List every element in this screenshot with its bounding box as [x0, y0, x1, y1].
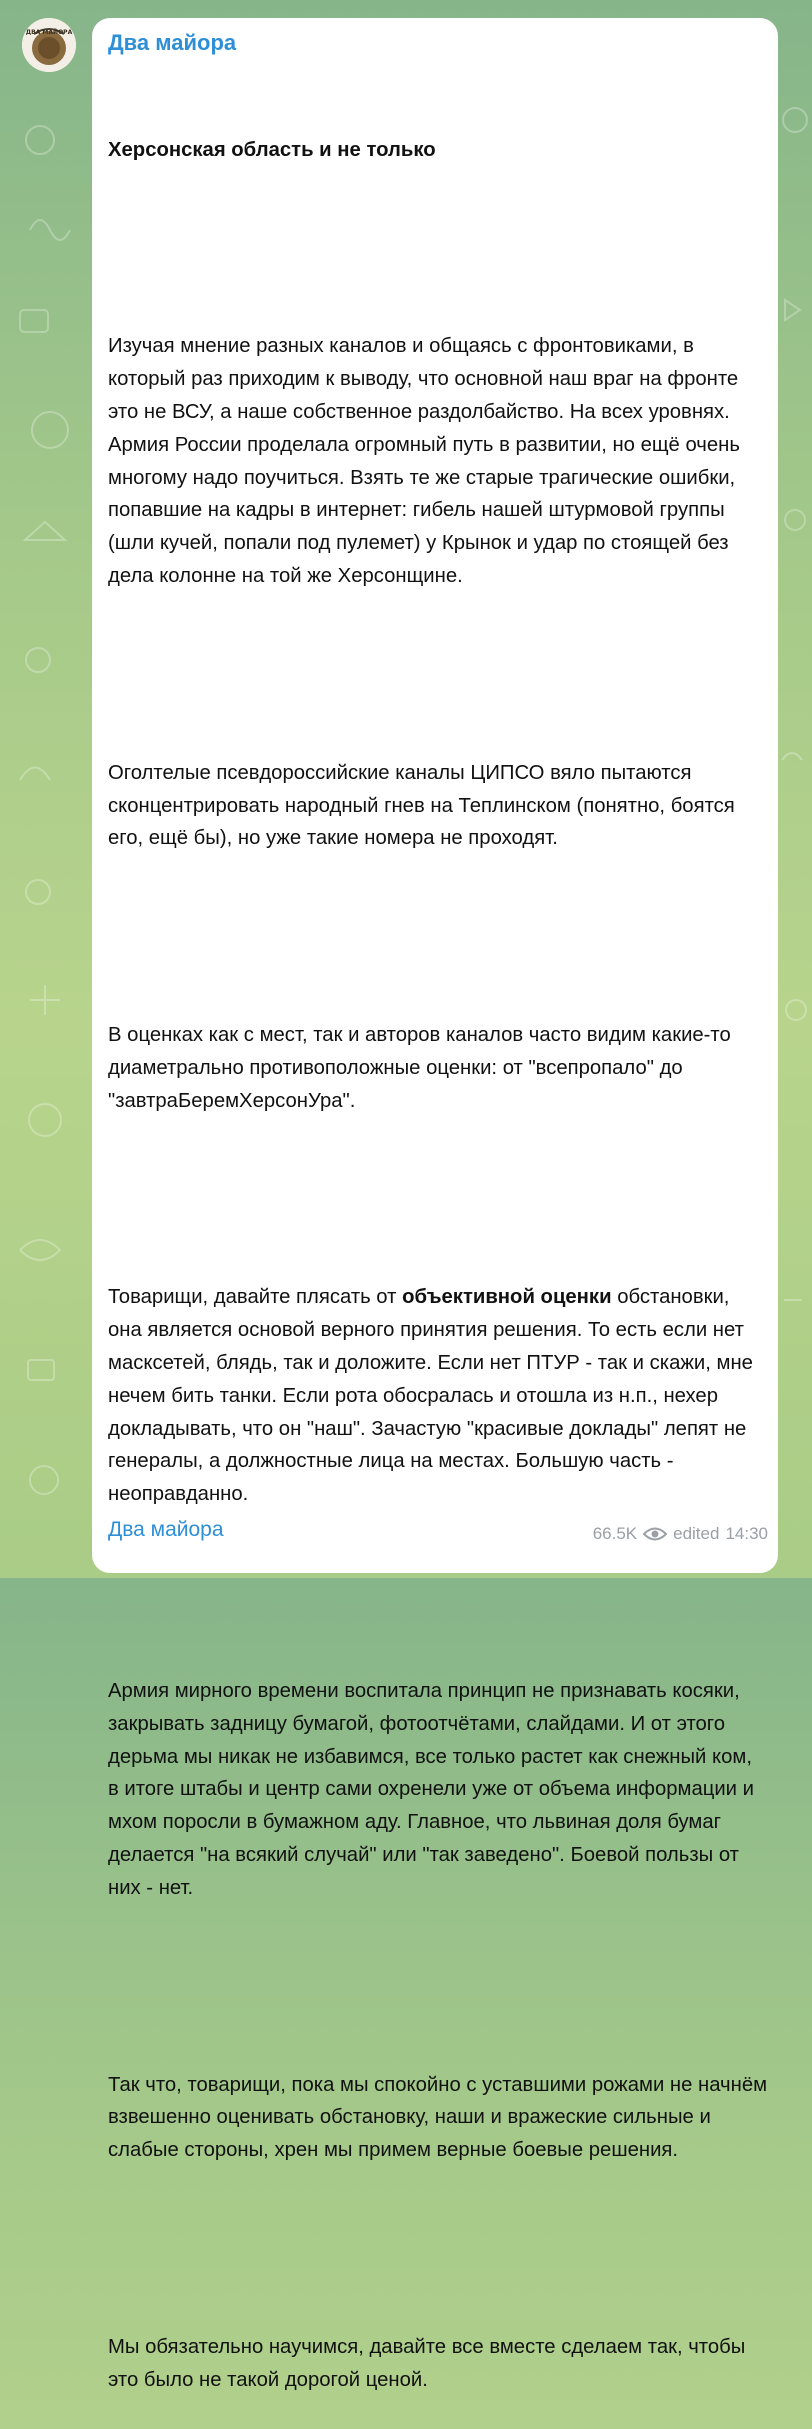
paragraph-5: Армия мирного времени воспитала принцип не признавать косяки, закрывать задницу бумагой, фотоотчётами, слайдами. И от этого дерьма мы никак не избавимся, все только растет как снежный ком, в итоге штабы и центр сами охренели уже от объема информации и мхом поросли в бумажном аду. Главное, что львиная доля бумаг делается "на всякий случай" или "так заведено". Боевой пользы от них - нет.: [108, 1680, 760, 1899]
message-meta: [593, 1524, 768, 1544]
edited-label: edited: [673, 1524, 720, 1543]
paragraph-6: Так что, товарищи, пока мы спокойно с уставшими рожами не начнём взвешенно оценивать обстановку, наши и вражеские сильные и слабые стороны, хрен мы примем верные боевые решения.: [108, 2073, 773, 2162]
view-count: 66.5K: [592, 1524, 638, 1543]
paragraph-2: Оголтелые псевдороссийские каналы ЦИПСО вяло пытаются сконцентрировать народный гнев на Теплинском (понятно, боятся его, ещё бы), но уже такие номера не проходят.: [108, 761, 741, 850]
message-time: 14:30: [725, 1524, 768, 1543]
post-title: Херсонская область и не только: [108, 138, 436, 161]
paragraph-3: В оценках как с мест, так и авторов каналов часто видим какие-то диаметрально противоположные оценки: от "всепропало" до "завтраБеремХерсонУра".: [108, 1024, 737, 1112]
paragraph-1: Изучая мнение разных каналов и общаясь с фронтовиками, в который раз приходим к выводу, что основной наш враг на фронте это не ВСУ, а наше собственное раздолбайство. На всех уровнях. Армия России проделала огромный путь в развитии, но ещё очень многому надо поучиться. Взять те же старые трагические ошибки, попавшие на кадры в интернет: гибель нашей штурмовой группы (шли кучей, попали под пулемет) у Крынок и удар по стоящей без дела колонне на той же Херсонщине.: [108, 335, 746, 587]
channel-link[interactable]: Два майора: [108, 1518, 224, 1541]
paragraph-4-end: обстановки, она является основой верного принятия решения. То есть если нет масксетей, блядь, так и доложите. Если нет ПТУР - так и скажи, мне нечем бить танки. Если рота обосралась и отошла из н.п., нехер докладывать, что он "наш". Зачастую "красивые доклады" лепят не генералы, а должностные лица на местах. Большую часть - неоправданно.: [108, 1286, 759, 1506]
avatar-logo-icon: [22, 18, 76, 72]
channel-avatar[interactable]: [22, 18, 76, 72]
paragraph-4-bold: объективной оценки: [402, 1286, 612, 1309]
eye-icon: [643, 1526, 667, 1542]
paragraph-4-start: Товарищи, давайте плясать от: [108, 1286, 403, 1309]
paragraph-4: [108, 1281, 768, 1511]
avatar-text: ДВА МАЙОРА: [25, 29, 73, 36]
paragraph-7: Мы обязательно научимся, давайте все вместе сделаем так, чтобы это было не такой дорогой ценой.: [108, 2335, 751, 2391]
sender-name[interactable]: Два майора: [108, 30, 237, 55]
message-text: [108, 68, 773, 2429]
